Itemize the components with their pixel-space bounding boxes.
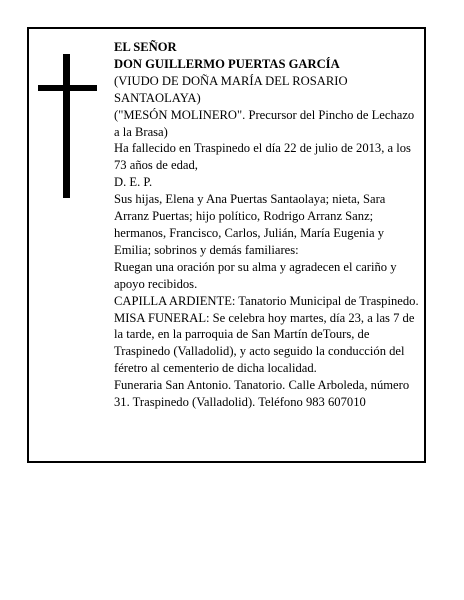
latin-cross-icon	[38, 54, 97, 198]
family-list: Sus hijas, Elena y Ana Puertas Santaolaya; nieta, Sara Arranz Puertas; hijo político, Rodrigo Arranz Sanz; hermanos, Francisco, Carlos, Julián, María Eugenia y Emilia; sobrinos y demás familiares:	[114, 192, 386, 257]
cross-vertical-bar	[63, 54, 70, 198]
prayer-request: Ruegan una oración por su alma y agradecen el cariño y apoyo recibidos.	[114, 259, 397, 291]
funeral-mass-info: MISA FUNERAL: Se celebra hoy martes, día 23, a las 7 de la tarde, en la parroquia de San Martín deTours, de Traspinedo (Valladolid), y acto seguido la conducción del féretro al cementerio de dicha localidad.	[114, 310, 415, 376]
chapel-info: CAPILLA ARDIENTE: Tanatorio Municipal de Traspinedo.	[114, 293, 419, 308]
obituary-text	[114, 39, 420, 411]
deceased-name: DON GUILLERMO PUERTAS GARCÍA	[114, 56, 340, 71]
widower-note: (VIUDO DE DOÑA MARÍA DEL ROSARIO SANTAOLAYA)	[114, 73, 348, 105]
cross-horizontal-bar	[38, 85, 97, 91]
rip-line: D. E. P.	[114, 175, 153, 190]
death-announcement: Ha fallecido en Traspinedo el día 22 de julio de 2013, a los 73 años de edad,	[114, 141, 411, 173]
funeral-home-contact: Funeraria San Antonio. Tanatorio. Calle Arboleda, número 31. Traspinedo (Valladolid). Teléfono 983 607010	[114, 378, 410, 410]
business-note: ("MESÓN MOLINERO". Precursor del Pincho de Lechazo a la Brasa)	[114, 107, 415, 139]
notice-title: EL SEÑOR	[114, 40, 177, 54]
